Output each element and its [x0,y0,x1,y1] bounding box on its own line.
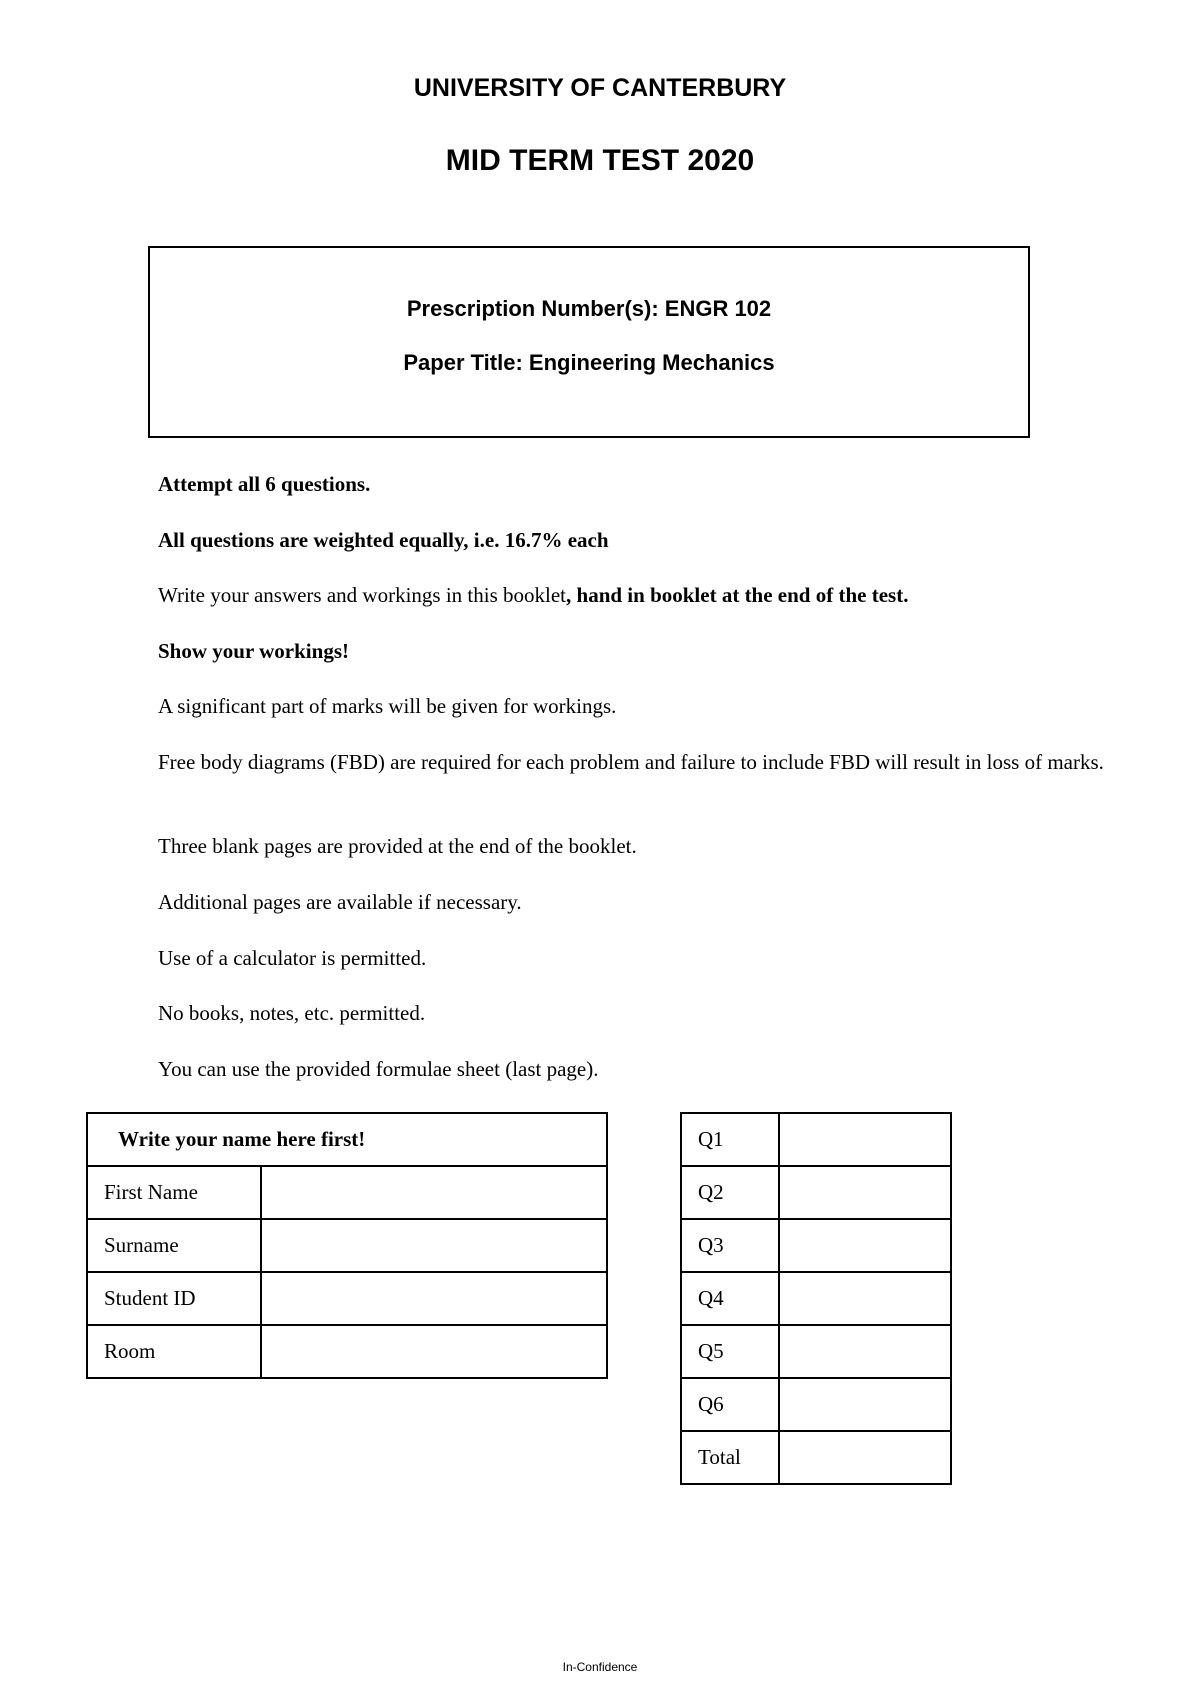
table-row [681,1378,951,1431]
q5-label: Q5 [681,1325,779,1378]
instruction-fbd: Free body diagrams (FBD) are required for each problem and failure to include FBD will result in loss of marks. [158,750,1104,774]
student-id-label: Student ID [87,1272,261,1325]
paper-info-box [148,246,1030,438]
table-row [681,1113,951,1166]
table-row [681,1431,951,1484]
university-name: UNIVERSITY OF CANTERBURY [413,74,787,102]
instruction-calculator: Use of a calculator is permitted. [158,946,427,970]
marks-table [680,1112,952,1485]
q2-mark-cell [779,1166,951,1219]
instruction-weighting: All questions are weighted equally, i.e. 16.7% each [158,528,609,552]
instruction-formulae: You can use the provided formulae sheet (last page). [158,1057,599,1081]
q3-label: Q3 [681,1219,779,1272]
student-id-field[interactable] [261,1272,607,1325]
instruction-no-books: No books, notes, etc. permitted. [158,1001,426,1025]
table-row [681,1325,951,1378]
q6-label: Q6 [681,1378,779,1431]
room-field[interactable] [261,1325,607,1378]
table-row [87,1325,607,1378]
table-row [681,1166,951,1219]
table-row [681,1272,951,1325]
instruction-marks: A significant part of marks will be given for workings. [158,694,617,718]
surname-label: Surname [87,1219,261,1272]
total-label: Total [681,1431,779,1484]
first-name-field[interactable] [261,1166,607,1219]
instruction-write-plain: Write your answers and workings in this booklet [158,583,567,607]
instruction-attempt: Attempt all 6 questions. [158,472,371,496]
table-row [87,1219,607,1272]
table-row [87,1113,607,1166]
student-name-table [86,1112,608,1379]
q4-label: Q4 [681,1272,779,1325]
table-row [87,1272,607,1325]
instruction-write-bold: , hand in booklet at the end of the test. [566,583,909,607]
instruction-write [158,581,1118,609]
name-table-header: Write your name here first! [87,1113,607,1166]
q4-mark-cell [779,1272,951,1325]
q3-mark-cell [779,1219,951,1272]
prescription-number: Prescription Number(s): ENGR 102 [406,296,772,321]
instruction-blank-pages: Three blank pages are provided at the end of the booklet. [158,834,637,858]
q2-label: Q2 [681,1166,779,1219]
test-title: MID TERM TEST 2020 [445,144,755,177]
room-label: Room [87,1325,261,1378]
instruction-show-workings: Show your workings! [158,639,349,663]
q6-mark-cell [779,1378,951,1431]
surname-field[interactable] [261,1219,607,1272]
footer-classification: In-Confidence [562,1660,638,1674]
table-row [681,1219,951,1272]
instruction-additional-pages: Additional pages are available if necessary. [158,890,522,914]
paper-title: Paper Title: Engineering Mechanics [403,350,775,375]
first-name-label: First Name [87,1166,261,1219]
q1-label: Q1 [681,1113,779,1166]
q5-mark-cell [779,1325,951,1378]
total-mark-cell [779,1431,951,1484]
q1-mark-cell [779,1113,951,1166]
table-row [87,1166,607,1219]
